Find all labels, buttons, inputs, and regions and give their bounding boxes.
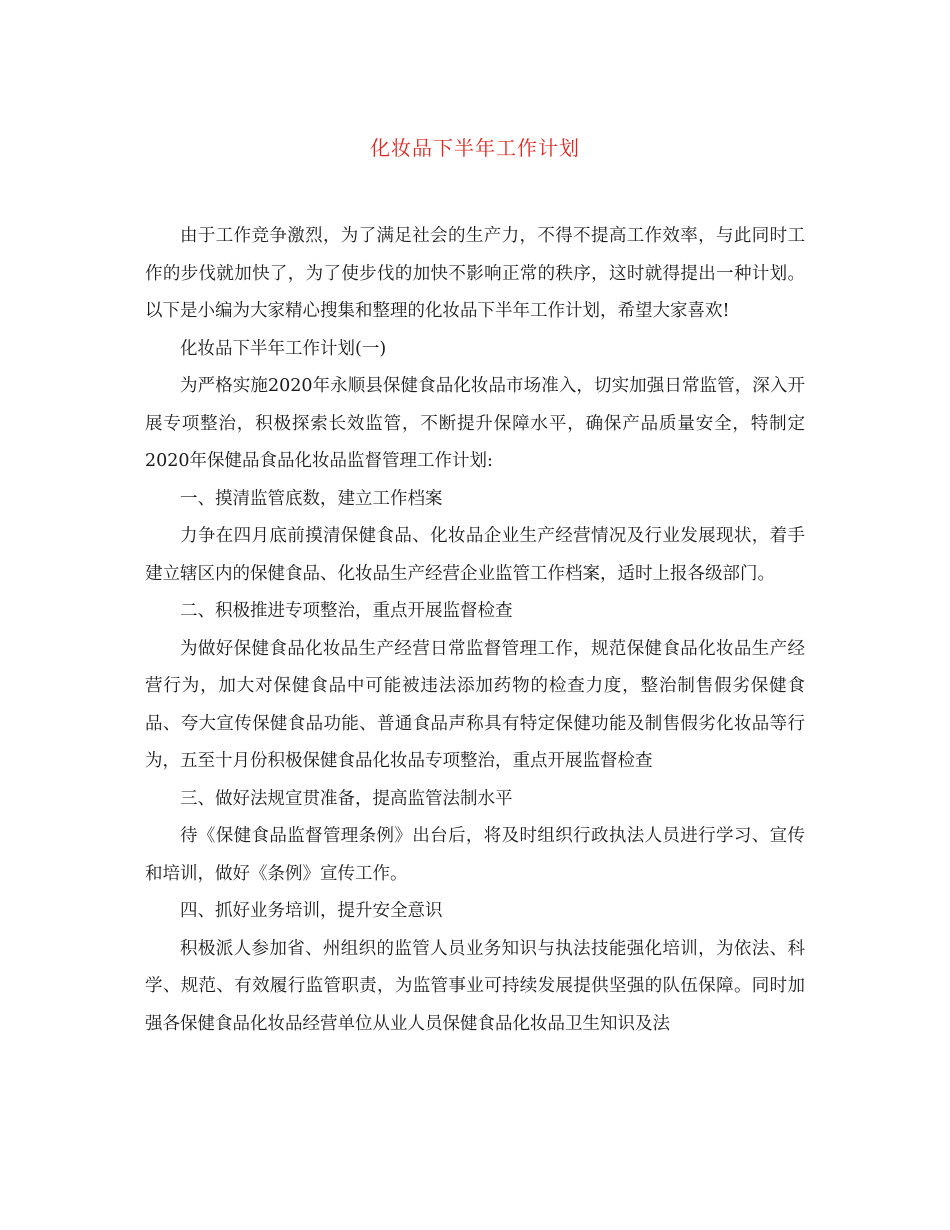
document-title: 化妆品下半年工作计划 bbox=[370, 136, 580, 160]
paragraph-section-4: 积极派人参加省、州组织的监管人员业务知识与执法技能强化培训，为依法、科学、规范、有效履行监管职责，为监管事业可持续发展提供坚强的队伍保障。同时加强各保健食品化妆品经营单位从业人员保健食品化妆品卫生知识及法 bbox=[145, 938, 805, 1034]
section-heading-plan-one: 化妆品下半年工作计划(一) bbox=[180, 338, 387, 359]
paragraph-section-1: 力争在四月底前摸清保健食品、化妆品企业生产经营情况及行业发展现状，着手建立辖区内的保健食品、化妆品生产经营企业监管工作档案，适时上报各级部门。 bbox=[145, 526, 805, 584]
paragraph-intro: 由于工作竞争激烈，为了满足社会的生产力，不得不提高工作效率，与此同时工作的步伐就加快了，为了使步伐的加快不影响正常的秩序，这时就得提出一种计划。以下是小编为大家精心搜集和整理的化妆品下半年工作计划，希望大家喜欢! bbox=[145, 226, 805, 321]
section-heading-1: 一、摸清监管底数，建立工作档案 bbox=[180, 488, 443, 509]
paragraph-section-3: 待《保健食品监督管理条例》出台后，将及时组织行政执法人员进行学习、宣传和培训，做好《条例》宣传工作。 bbox=[145, 826, 805, 884]
document-body bbox=[145, 218, 805, 1043]
section-heading-2: 二、积极推进专项整治，重点开展监督检查 bbox=[180, 601, 513, 621]
section-heading-4: 四、抓好业务培训，提升安全意识 bbox=[180, 901, 443, 921]
paragraph-plan-overview: 为严格实施2020年永顺县保健食品化妆品市场准入，切实加强日常监管，深入开展专项整治，积极探索长效监管，不断提升保障水平，确保产品质量安全，特制定2020年保健品食品化妆品监督管理工作计划: bbox=[145, 376, 805, 471]
section-heading-3: 三、做好法规宣贯准备，提高监管法制水平 bbox=[180, 788, 513, 809]
paragraph-section-2: 为做好保健食品化妆品生产经营日常监督管理工作，规范保健食品化妆品生产经营行为，加大对保健食品中可能被违法添加药物的检查力度，整治制售假劣保健食品、夸大宣传保健食品功能、普通食品声称具有特定保健功能及制售假劣化妆品等行为，五至十月份积极保健食品化妆品专项整治，重点开展监督检查 bbox=[145, 638, 805, 771]
